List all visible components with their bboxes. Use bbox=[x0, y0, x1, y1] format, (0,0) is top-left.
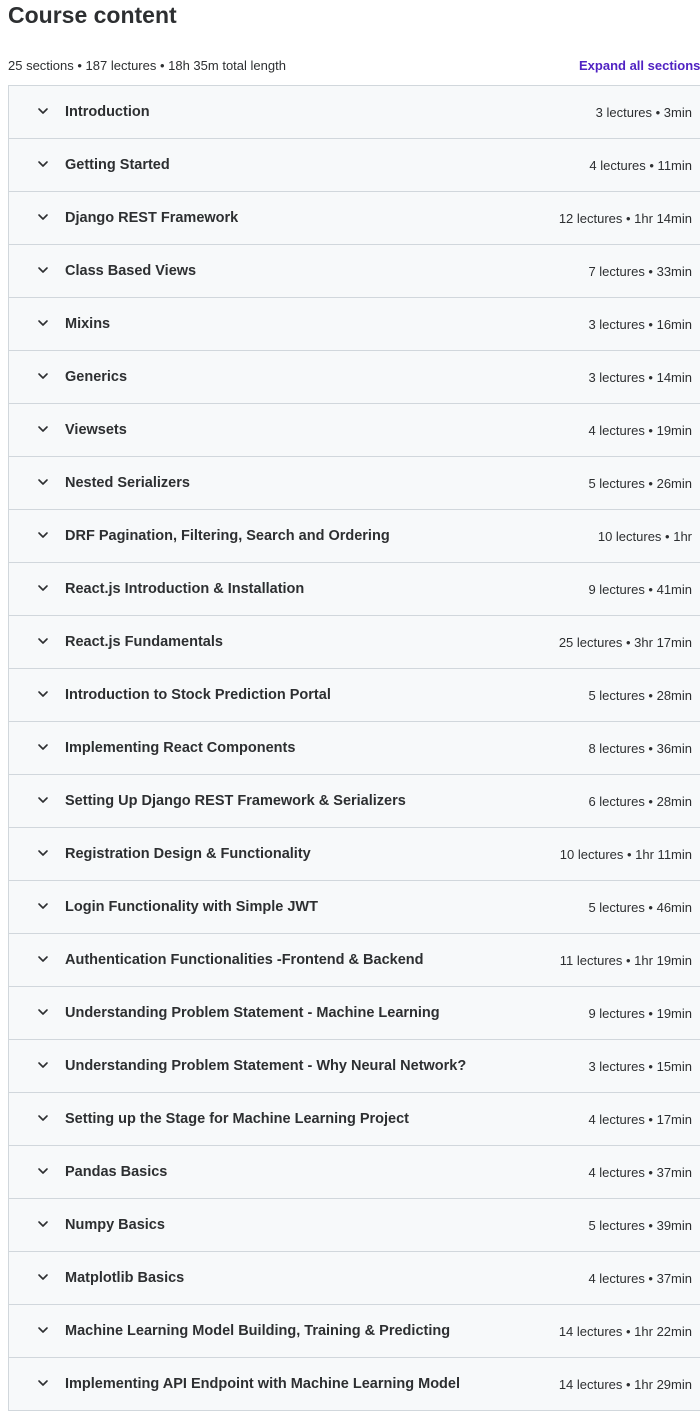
chevron-down-icon bbox=[37, 1324, 49, 1336]
section-meta: 9 lectures • 41min bbox=[588, 582, 692, 597]
section-meta: 25 lectures • 3hr 17min bbox=[558, 635, 692, 650]
course-content-title: Course content bbox=[8, 2, 177, 28]
section-title: Implementing React Components bbox=[65, 740, 296, 756]
section-title: Matplotlib Basics bbox=[65, 1270, 185, 1286]
section-row[interactable] bbox=[9, 1093, 700, 1146]
section-meta: 12 lectures • 1hr 14min bbox=[558, 211, 692, 226]
section-title: React.js Fundamentals bbox=[65, 634, 223, 650]
section-meta: 5 lectures • 28min bbox=[588, 688, 692, 703]
sections-list bbox=[8, 85, 700, 1411]
section-title: Django REST Framework bbox=[65, 210, 239, 226]
chevron-down-icon bbox=[37, 370, 49, 382]
chevron-down-icon bbox=[37, 741, 49, 753]
chevron-down-icon bbox=[37, 158, 49, 170]
section-meta: 3 lectures • 16min bbox=[588, 317, 692, 332]
chevron-down-icon bbox=[37, 105, 49, 117]
section-title: Getting Started bbox=[65, 157, 170, 173]
section-meta: 14 lectures • 1hr 22min bbox=[558, 1324, 692, 1339]
section-title: Generics bbox=[65, 369, 128, 385]
chevron-down-icon bbox=[37, 317, 49, 329]
section-row[interactable] bbox=[9, 192, 700, 245]
section-title: Machine Learning Model Building, Training & Predicting bbox=[65, 1323, 451, 1339]
section-meta: 3 lectures • 3min bbox=[595, 105, 692, 120]
section-row[interactable] bbox=[9, 1252, 700, 1305]
section-meta: 4 lectures • 19min bbox=[588, 423, 692, 438]
chevron-down-icon bbox=[37, 635, 49, 647]
section-row[interactable] bbox=[9, 245, 700, 298]
section-title: DRF Pagination, Filtering, Search and Ordering bbox=[65, 528, 390, 544]
section-title: Pandas Basics bbox=[65, 1164, 168, 1180]
section-title: Login Functionality with Simple JWT bbox=[65, 899, 318, 915]
section-row[interactable] bbox=[9, 828, 700, 881]
section-row[interactable] bbox=[9, 1305, 700, 1358]
section-row[interactable] bbox=[9, 563, 700, 616]
chevron-down-icon bbox=[37, 529, 49, 541]
chevron-down-icon bbox=[37, 1377, 49, 1389]
chevron-down-icon bbox=[37, 688, 49, 700]
section-meta: 4 lectures • 37min bbox=[588, 1165, 692, 1180]
section-meta: 4 lectures • 17min bbox=[588, 1112, 692, 1127]
section-title: Understanding Problem Statement - Machine Learning bbox=[65, 1005, 440, 1021]
section-row[interactable] bbox=[9, 351, 700, 404]
chevron-down-icon bbox=[37, 423, 49, 435]
section-row[interactable] bbox=[9, 1040, 700, 1093]
expand-all-sections-button[interactable]: Expand all sections bbox=[579, 58, 700, 73]
section-title: Nested Serializers bbox=[65, 475, 190, 491]
section-meta: 14 lectures • 1hr 29min bbox=[558, 1377, 692, 1392]
section-meta: 4 lectures • 37min bbox=[588, 1271, 692, 1286]
section-row[interactable] bbox=[9, 616, 700, 669]
section-meta: 11 lectures • 1hr 19min bbox=[559, 953, 692, 968]
section-row[interactable] bbox=[9, 404, 700, 457]
section-title: React.js Introduction & Installation bbox=[65, 581, 305, 597]
section-title: Setting up the Stage for Machine Learning Project bbox=[65, 1111, 410, 1127]
section-row[interactable] bbox=[9, 987, 700, 1040]
chevron-down-icon bbox=[37, 1218, 49, 1230]
section-meta: 7 lectures • 33min bbox=[588, 264, 692, 279]
section-row[interactable] bbox=[9, 1146, 700, 1199]
chevron-down-icon bbox=[37, 476, 49, 488]
chevron-down-icon bbox=[37, 847, 49, 859]
section-meta: 10 lectures • 1hr bbox=[597, 529, 692, 544]
section-title: Numpy Basics bbox=[65, 1217, 165, 1233]
section-meta: 5 lectures • 26min bbox=[588, 476, 692, 491]
section-row[interactable] bbox=[9, 139, 700, 192]
chevron-down-icon bbox=[37, 953, 49, 965]
chevron-down-icon bbox=[37, 582, 49, 594]
section-row[interactable] bbox=[9, 669, 700, 722]
section-row[interactable] bbox=[9, 775, 700, 828]
section-row[interactable] bbox=[9, 510, 700, 563]
section-row[interactable] bbox=[9, 298, 700, 351]
chevron-down-icon bbox=[37, 1059, 49, 1071]
section-meta: 5 lectures • 39min bbox=[588, 1218, 692, 1233]
section-meta: 6 lectures • 28min bbox=[588, 794, 692, 809]
section-row[interactable] bbox=[9, 881, 700, 934]
course-summary: 25 sections • 187 lectures • 18h 35m total length bbox=[8, 58, 286, 73]
section-title: Introduction bbox=[65, 104, 150, 120]
section-meta: 8 lectures • 36min bbox=[588, 741, 692, 756]
section-row[interactable] bbox=[9, 1199, 700, 1252]
section-title: Mixins bbox=[65, 316, 111, 332]
chevron-down-icon bbox=[37, 211, 49, 223]
section-title: Viewsets bbox=[65, 422, 127, 438]
chevron-down-icon bbox=[37, 1112, 49, 1124]
section-title: Understanding Problem Statement - Why Neural Network? bbox=[65, 1058, 467, 1074]
section-row[interactable] bbox=[9, 86, 700, 139]
section-meta: 10 lectures • 1hr 11min bbox=[559, 847, 692, 862]
chevron-down-icon bbox=[37, 794, 49, 806]
section-meta: 3 lectures • 15min bbox=[588, 1059, 692, 1074]
section-meta: 9 lectures • 19min bbox=[588, 1006, 692, 1021]
section-title: Authentication Functionalities -Frontend & Backend bbox=[65, 952, 424, 968]
section-title: Introduction to Stock Prediction Portal bbox=[65, 687, 331, 703]
chevron-down-icon bbox=[37, 1006, 49, 1018]
section-row[interactable] bbox=[9, 1358, 700, 1411]
course-summary-row bbox=[8, 56, 700, 76]
section-meta: 4 lectures • 11min bbox=[589, 158, 692, 173]
chevron-down-icon bbox=[37, 900, 49, 912]
chevron-down-icon bbox=[37, 264, 49, 276]
section-row[interactable] bbox=[9, 457, 700, 510]
section-title: Implementing API Endpoint with Machine Learning Model bbox=[65, 1376, 460, 1392]
chevron-down-icon bbox=[37, 1271, 49, 1283]
section-title: Class Based Views bbox=[65, 263, 197, 279]
section-title: Registration Design & Functionality bbox=[65, 846, 311, 862]
section-meta: 5 lectures • 46min bbox=[588, 900, 692, 915]
section-meta: 3 lectures • 14min bbox=[588, 370, 692, 385]
section-title: Setting Up Django REST Framework & Serializers bbox=[65, 793, 406, 809]
section-row[interactable] bbox=[9, 934, 700, 987]
section-row[interactable] bbox=[9, 722, 700, 775]
chevron-down-icon bbox=[37, 1165, 49, 1177]
